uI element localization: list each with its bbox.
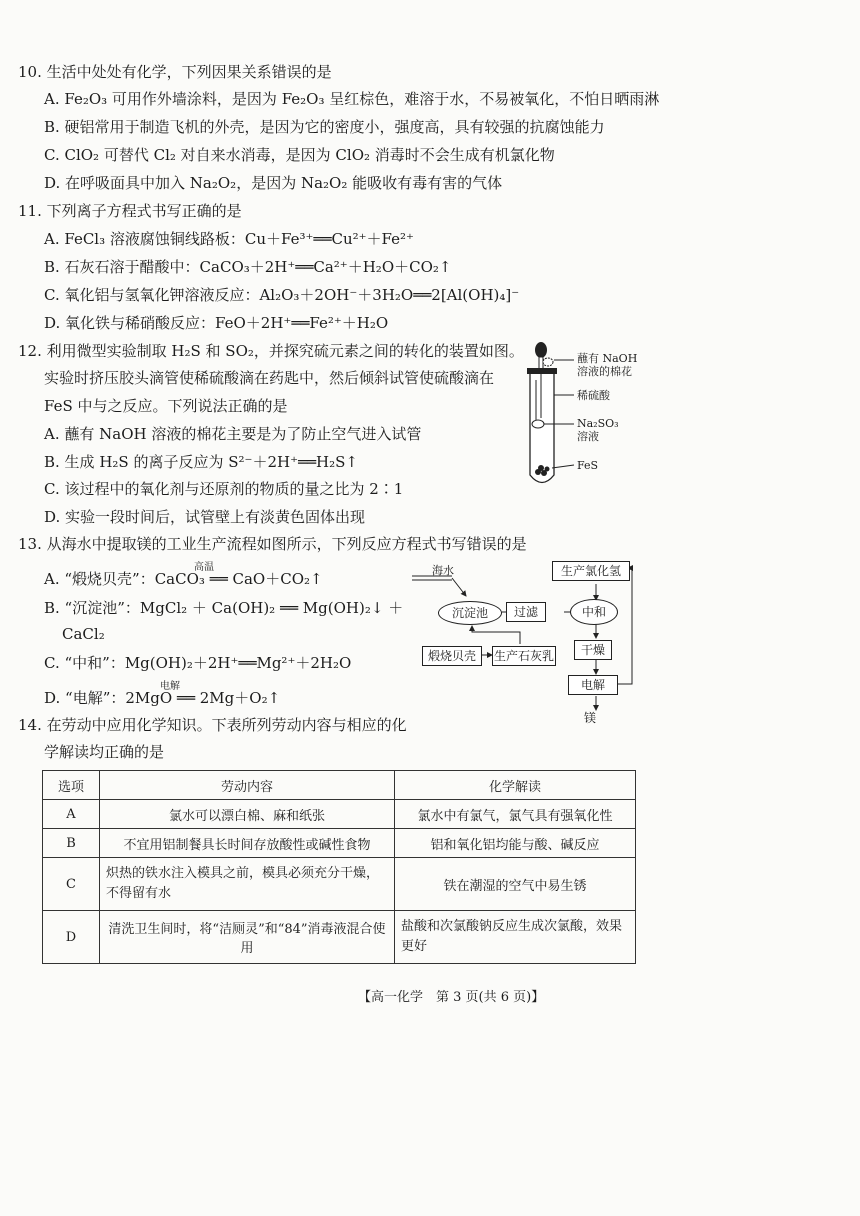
table-row: D 清洗卫生间时，将“洁厕灵”和“84”消毒液混合使用 盐酸和次氯酸钠反应生成次氯酸，效果更好 [43,911,636,964]
q12-stem-line3: FeS 中与之反应。下列说法正确的是 [44,397,288,415]
q12-option-b: B. 生成 H₂S 的离子反应为 S²⁻＋2H⁺══H₂S↑ [44,453,358,471]
q13-d-condition: 电解 [160,681,180,692]
q10-option-d: D. 在呼吸面具中加入 Na₂O₂，是因为 Na₂O₂ 能吸收有毒有害的气体 [44,174,503,192]
table-row: C 炽热的铁水注入模具之前，模具必须充分干燥，不得留有水 铁在潮湿的空气中易生锈 [43,858,636,911]
rubber-stopper [527,368,557,374]
q13-option-b-line2: CaCl₂ [62,625,105,643]
table-row: B 不宜用铝制餐具长时间存放酸性或碱性食物 铝和氧化铝均能与酸、碱反应 [43,829,636,858]
label-fes: FeS [577,459,599,472]
flow-box-produce-lime-milk: 生产石灰乳 [492,646,556,666]
q13-option-c: C. “中和”：Mg(OH)₂＋2H⁺══Mg²⁺＋2H₂O [44,654,352,672]
label-dilute-sulfuric-acid: 稀硫酸 [577,389,610,402]
flow-seawater-label: 海水 [432,564,454,577]
label-naoh-cotton-line1: 蘸有 NaOH [577,352,638,365]
q12-option-c: C. 该过程中的氧化剂与还原剂的物质的量之比为 2∶1 [44,480,404,498]
flow-magnesium-label: 镁 [584,711,597,725]
flow-ellipse-settling-pool: 沉淀池 [438,601,502,625]
q12-stem-line2: 实验时挤压胶头滴管使稀硫酸滴在药匙中，然后倾斜试管使硫酸滴在 [44,369,495,387]
q14-stem-line2: 学解读均正确的是 [44,743,165,761]
flow-box-electrolysis: 电解 [568,675,618,695]
q11-option-c: C. 氧化铝与氢氧化钾溶液反应：Al₂O₃＋2OH⁻＋3H₂O══2[Al(OH)₄]⁻ [44,286,520,304]
q12-stem-line1: 12. 利用微型实验制取 H₂S 和 SO₂，并探究硫元素之间的转化的装置如图。 [18,342,524,360]
q13-a-condition: 高温 [194,562,214,573]
q10-option-c: C. ClO₂ 可替代 Cl₂ 对自来水消毒，是因为 ClO₂ 消毒时不会生成有机氯化物 [44,146,555,164]
q10-option-b: B. 硬铝常用于制造飞机的外壳，是因为它的密度小，强度高，具有较强的抗腐蚀能力 [44,118,605,136]
q10-option-a: A. Fe₂O₃ 可用作外墙涂料，是因为 Fe₂O₃ 呈红棕色，难溶于水，不易被氧化，不怕日晒雨淋 [44,90,660,108]
q11-option-b: B. 石灰石溶于醋酸中：CaCO₃＋2H⁺══Ca²⁺＋H₂O＋CO₂↑ [44,258,452,276]
q13-option-d: D. “电解”：2MgO ══ 2Mg＋O₂↑ [44,689,281,707]
label-na2so3-line2: 溶液 [577,430,599,443]
label-na2so3-line1: Na₂SO₃ [577,417,619,430]
q11-option-a: A. FeCl₃ 溶液腐蚀铜线路板：Cu＋Fe³⁺══Cu²⁺＋Fe²⁺ [44,230,414,248]
labor-chemistry-table [42,770,636,964]
table-row: A 氯水可以漂白棉、麻和纸张 氯水中有氯气，氯气具有强氧化性 [43,800,636,829]
q10-stem: 10. 生活中处处有化学，下列因果关系错误的是 [18,63,332,81]
dropper-bulb [535,342,547,358]
q13-option-b-line1: B. “沉淀池”：MgCl₂ ＋ Ca(OH)₂ ══ Mg(OH)₂↓ ＋ [44,599,404,617]
table-header-labor: 劳动内容 [100,771,395,800]
q13-stem: 13. 从海水中提取镁的工业生产流程如图所示，下列反应方程式书写错误的是 [18,535,527,553]
q11-option-d: D. 氧化铁与稀硝酸反应：FeO＋2H⁺══Fe²⁺＋H₂O [44,314,389,332]
label-naoh-cotton-line2: 溶液的棉花 [577,365,632,378]
flow-box-filter: 过滤 [506,602,546,622]
flow-ellipse-neutralize: 中和 [570,599,618,625]
magnesium-flow-diagram [410,556,650,726]
page-footer: 【高一化学 第 3 页(共 6 页)】 [358,990,545,1005]
q14-stem-line1: 14. 在劳动中应用化学知识。下表所列劳动内容与相应的化 [18,716,407,734]
q12-option-d: D. 实验一段时间后，试管壁上有淡黄色固体出现 [44,508,366,526]
medicine-spoon [532,420,544,428]
flow-box-dry: 干燥 [574,640,612,660]
flow-box-calcine-shells: 煅烧贝壳 [422,646,482,666]
q11-stem: 11. 下列离子方程式书写正确的是 [18,202,242,220]
q12-option-a: A. 蘸有 NaOH 溶液的棉花主要是为了防止空气进入试管 [44,425,422,443]
table-header-option: 选项 [43,771,100,800]
table-header-row [43,771,636,800]
cotton-plug [543,358,553,366]
table-header-interpretation: 化学解读 [395,771,636,800]
q13-option-a: A. “煅烧贝壳”：CaCO₃ ══ CaO＋CO₂↑ [44,570,323,588]
flow-box-produce-hcl: 生产氯化氢 [552,561,630,581]
